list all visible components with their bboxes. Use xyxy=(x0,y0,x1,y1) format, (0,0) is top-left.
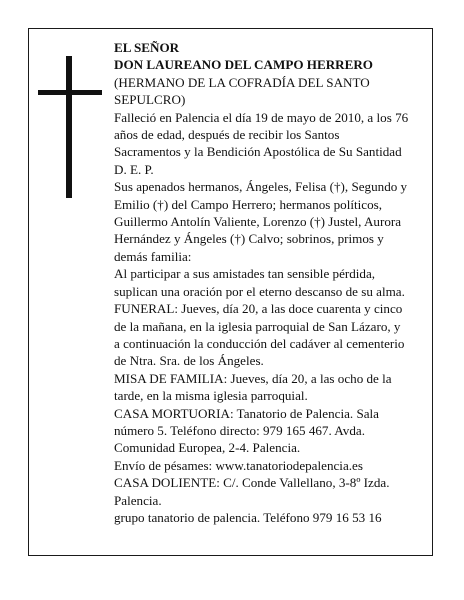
funeral-line: de la mañana, en la iglesia parroquial de San Lázaro, y xyxy=(114,318,401,334)
brotherhood-line: SEPULCRO) xyxy=(114,92,186,108)
family-mass-line: tarde, en la misma iglesia parroquial. xyxy=(114,388,308,404)
family-line: demás familia: xyxy=(114,248,192,264)
death-notice-line: Sacramentos y la Bendición Apostólica de Su Santidad xyxy=(114,144,402,160)
family-mass-line: MISA DE FAMILIA: Jueves, día 20, a las ocho de la xyxy=(114,370,392,386)
obituary-text xyxy=(114,39,420,526)
cross-icon xyxy=(38,56,102,198)
heading-name: DON LAUREANO DEL CAMPO HERRERO xyxy=(114,57,373,73)
heading-title: EL SEÑOR xyxy=(114,40,180,55)
funeral-line: de Ntra. Sra. de los Ángeles. xyxy=(114,353,264,369)
death-notice-line: años de edad, después de recibir los Santos xyxy=(114,127,340,143)
funeral-line: FUNERAL: Jueves, día 20, a las doce cuarenta y cinco xyxy=(114,301,403,317)
family-line: Guillermo Antolín Valiente, Lorenzo (†) Justel, Aurora xyxy=(114,214,402,230)
request-line: Al participar a sus amistades tan sensible pérdida, xyxy=(114,266,376,282)
family-home-line: Palencia. xyxy=(114,492,162,508)
family-home-line: CASA DOLIENTE: C/. Conde Vallellano, 3-8º Izda. xyxy=(114,475,390,491)
funeral-line: a continuación la conducción del cadáver al cementerio xyxy=(114,335,405,351)
funeral-home-contact-line: grupo tanatorio de palencia. Teléfono 979 16 53 16 xyxy=(114,509,382,525)
rip-line: D. E. P. xyxy=(114,161,154,177)
mortuary-line: CASA MORTUORIA: Tanatorio de Palencia. Sala xyxy=(114,405,379,421)
cross-horizontal-bar xyxy=(38,90,102,95)
request-line: suplican una oración por el eterno descanso de su alma. xyxy=(114,283,405,299)
condolences-line: Envío de pésames: www.tanatoriodepalencia.es xyxy=(114,457,363,473)
family-line: Sus apenados hermanos, Ángeles, Felisa (†), Segundo y xyxy=(114,179,408,195)
brotherhood-line: (HERMANO DE LA COFRADÍA DEL SANTO xyxy=(114,74,370,90)
mortuary-line: Comunidad Europea, 2-4. Palencia. xyxy=(114,440,301,456)
family-line: Hernández y Ángeles (†) Calvo; sobrinos, primos y xyxy=(114,231,384,247)
family-line: Emilio (†) del Campo Herrero; hermanos políticos, xyxy=(114,196,382,212)
mortuary-line: número 5. Teléfono directo: 979 165 467. Avda. xyxy=(114,422,365,438)
cross-vertical-bar xyxy=(66,56,72,198)
death-notice-line: Falleció en Palencia el día 19 de mayo de 2010, a los 76 xyxy=(114,109,409,125)
